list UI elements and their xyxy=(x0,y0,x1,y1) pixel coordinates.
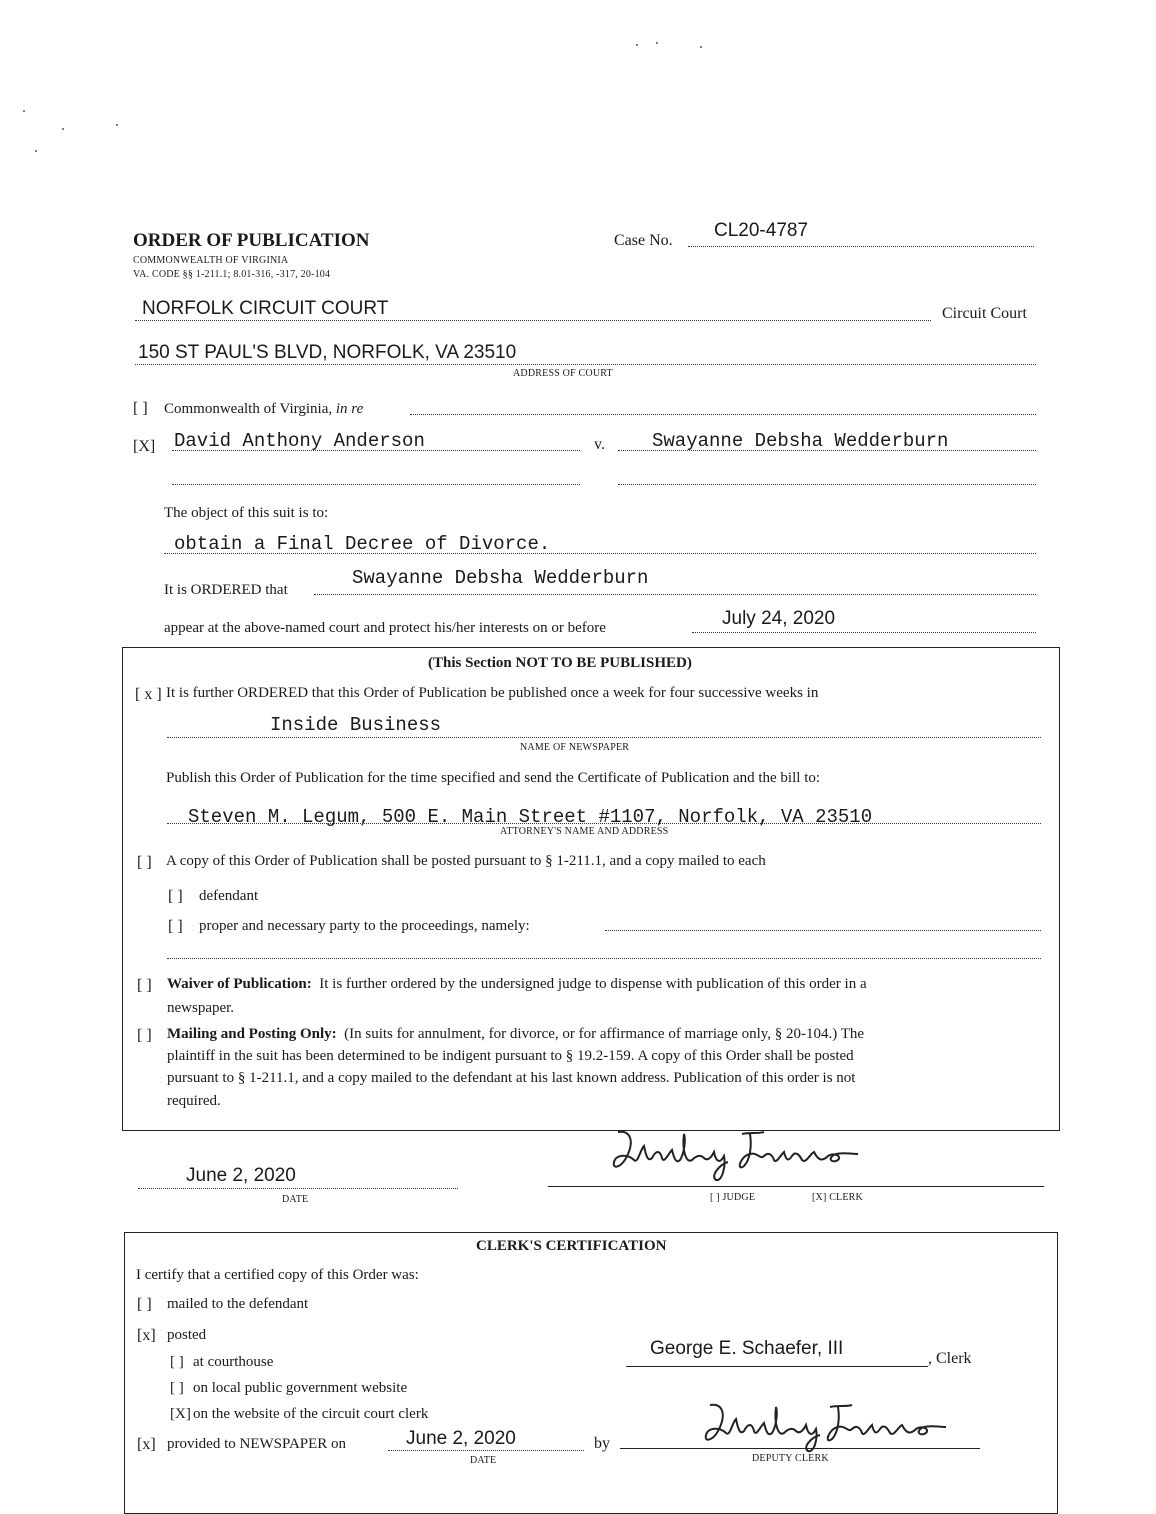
document-title: ORDER OF PUBLICATION xyxy=(133,230,370,251)
order-date-line xyxy=(138,1188,458,1189)
newspaper-cert-label: provided to NEWSPAPER on xyxy=(167,1436,347,1452)
court-name-line xyxy=(135,320,931,321)
mailing-text-2: plaintiff in the suit has been determined to be indigent pursuant to § 19.2-159. A copy of this Order shall be posted xyxy=(167,1048,854,1064)
deputy-clerk-line xyxy=(620,1448,980,1449)
mailing-checkbox: [ ] xyxy=(137,1027,152,1044)
defendant-checkbox: [ ] xyxy=(168,888,183,905)
object-label: The object of this suit is to: xyxy=(164,505,329,521)
attorney-caption: ATTORNEY'S NAME AND ADDRESS xyxy=(500,826,669,837)
clerk-signature xyxy=(600,1120,870,1190)
plaintiff-line-2 xyxy=(172,484,580,485)
mailing-text-1: Mailing and Posting Only: (In suits for annulment, for divorce, or for affirmance of marriage only, § 20-104.) The xyxy=(167,1026,865,1042)
document-subtitle: COMMONWEALTH OF VIRGINIA xyxy=(133,255,289,266)
waiver-text-2: newspaper. xyxy=(167,1000,235,1016)
defendant-name: Swayanne Debsha Wedderburn xyxy=(652,430,949,452)
clerk-site-label: on the website of the circuit court clerk xyxy=(193,1406,429,1422)
not-published-heading: (This Section NOT TO BE PUBLISHED) xyxy=(428,655,692,671)
scan-speck xyxy=(636,44,638,46)
court-address-caption: ADDRESS OF COURT xyxy=(513,368,613,379)
scan-speck xyxy=(700,46,702,48)
posted-cert-checkbox: [x] xyxy=(137,1327,156,1344)
attorney-info: Steven M. Legum, 500 E. Main Street #1107, Norfolk, VA 23510 xyxy=(188,806,873,828)
defendant-line xyxy=(618,450,1036,451)
newspaper-caption: NAME OF NEWSPAPER xyxy=(520,742,630,753)
defendant-label: defendant xyxy=(199,888,259,904)
website-checkbox: [ ] xyxy=(170,1380,184,1396)
appear-date-line xyxy=(692,632,1036,633)
plaintiff-line xyxy=(172,450,580,451)
party-label: proper and necessary party to the proceedings, namely: xyxy=(199,918,530,934)
posted-checkbox: [ ] xyxy=(137,854,152,871)
certification-intro: I certify that a certified copy of this Order was: xyxy=(136,1267,419,1283)
case-number-value: CL20-4787 xyxy=(714,220,809,241)
defendant-line-2 xyxy=(618,484,1036,485)
party-line xyxy=(605,930,1041,931)
posted-cert-label: posted xyxy=(167,1327,207,1343)
mailed-label: mailed to the defendant xyxy=(167,1296,309,1312)
court-address: 150 ST PAUL'S BLVD, NORFOLK, VA 23510 xyxy=(138,342,517,363)
appear-date: July 24, 2020 xyxy=(722,608,836,629)
attorney-line xyxy=(167,823,1041,824)
code-reference: VA. CODE §§ 1-211.1; 8.01-316, -317, 20-104 xyxy=(133,269,331,280)
further-ordered-checkbox: [ x ] xyxy=(135,686,162,703)
waiver-text: Waiver of Publication: It is further ordered by the undersigned judge to dispense with publication of this order in a xyxy=(167,976,867,992)
newspaper-line xyxy=(167,737,1041,738)
newspaper-cert-checkbox: [x] xyxy=(137,1436,156,1453)
by-label: by xyxy=(594,1435,610,1452)
case-style-checkbox: [X] xyxy=(133,438,156,455)
newspaper-cert-date-caption: DATE xyxy=(470,1455,497,1466)
case-number-line xyxy=(688,246,1034,247)
order-person-line xyxy=(314,594,1036,595)
posted-text: A copy of this Order of Publication shall be posted pursuant to § 1-211.1, and a copy mailed to each xyxy=(166,853,766,869)
commonwealth-checkbox: [ ] xyxy=(133,400,148,417)
mailing-text-3: pursuant to § 1-211.1, and a copy mailed to the defendant at his last known address. Publication of this order is not xyxy=(167,1070,856,1086)
clerk-name-suffix: , Clerk xyxy=(928,1350,972,1367)
order-date-caption: DATE xyxy=(282,1194,309,1205)
clerk-option: [X] CLERK xyxy=(812,1192,863,1203)
versus-label: v. xyxy=(594,436,605,453)
certification-heading: CLERK'S CERTIFICATION xyxy=(476,1238,667,1254)
waiver-checkbox: [ ] xyxy=(137,977,152,994)
case-number-label: Case No. xyxy=(614,232,673,249)
court-address-line xyxy=(135,364,1036,365)
scan-speck xyxy=(116,124,118,126)
object-line xyxy=(164,553,1036,554)
party-line-2 xyxy=(167,958,1041,959)
courthouse-checkbox: [ ] xyxy=(170,1354,184,1370)
further-ordered-text: It is further ORDERED that this Order of Publication be published once a week for four successive weeks in xyxy=(166,685,819,701)
appear-text: appear at the above-named court and protect his/her interests on or before xyxy=(164,620,606,636)
court-name: NORFOLK CIRCUIT COURT xyxy=(142,298,389,319)
court-suffix: Circuit Court xyxy=(942,305,1027,322)
clerk-name-line xyxy=(626,1366,928,1367)
plaintiff-name: David Anthony Anderson xyxy=(174,430,425,452)
object-text: obtain a Final Decree of Divorce. xyxy=(174,533,551,555)
newspaper-name: Inside Business xyxy=(270,714,442,736)
order-label: It is ORDERED that xyxy=(164,582,288,598)
party-checkbox: [ ] xyxy=(168,918,183,935)
newspaper-cert-date: June 2, 2020 xyxy=(406,1428,516,1449)
website-label: on local public government website xyxy=(193,1380,408,1396)
order-person: Swayanne Debsha Wedderburn xyxy=(352,567,649,589)
order-date: June 2, 2020 xyxy=(186,1165,296,1186)
judge-option: [ ] JUDGE xyxy=(710,1192,756,1203)
scan-speck xyxy=(23,110,25,112)
scan-speck xyxy=(656,42,658,44)
scan-speck xyxy=(35,150,37,152)
courthouse-label: at courthouse xyxy=(193,1354,274,1370)
scan-speck xyxy=(62,128,64,130)
commonwealth-label: Commonwealth of Virginia, in re xyxy=(164,401,364,417)
clerk-name: George E. Schaefer, III xyxy=(650,1338,844,1359)
publish-text: Publish this Order of Publication for the time specified and send the Certificate of Publication and the bill to: xyxy=(166,770,821,786)
newspaper-cert-date-line xyxy=(388,1450,584,1451)
signature-line xyxy=(548,1186,1044,1187)
mailed-checkbox: [ ] xyxy=(137,1296,152,1313)
commonwealth-line xyxy=(410,414,1036,415)
deputy-clerk-caption: DEPUTY CLERK xyxy=(752,1453,829,1464)
clerk-site-checkbox: [X] xyxy=(170,1406,191,1422)
mailing-text-4: required. xyxy=(167,1093,221,1109)
